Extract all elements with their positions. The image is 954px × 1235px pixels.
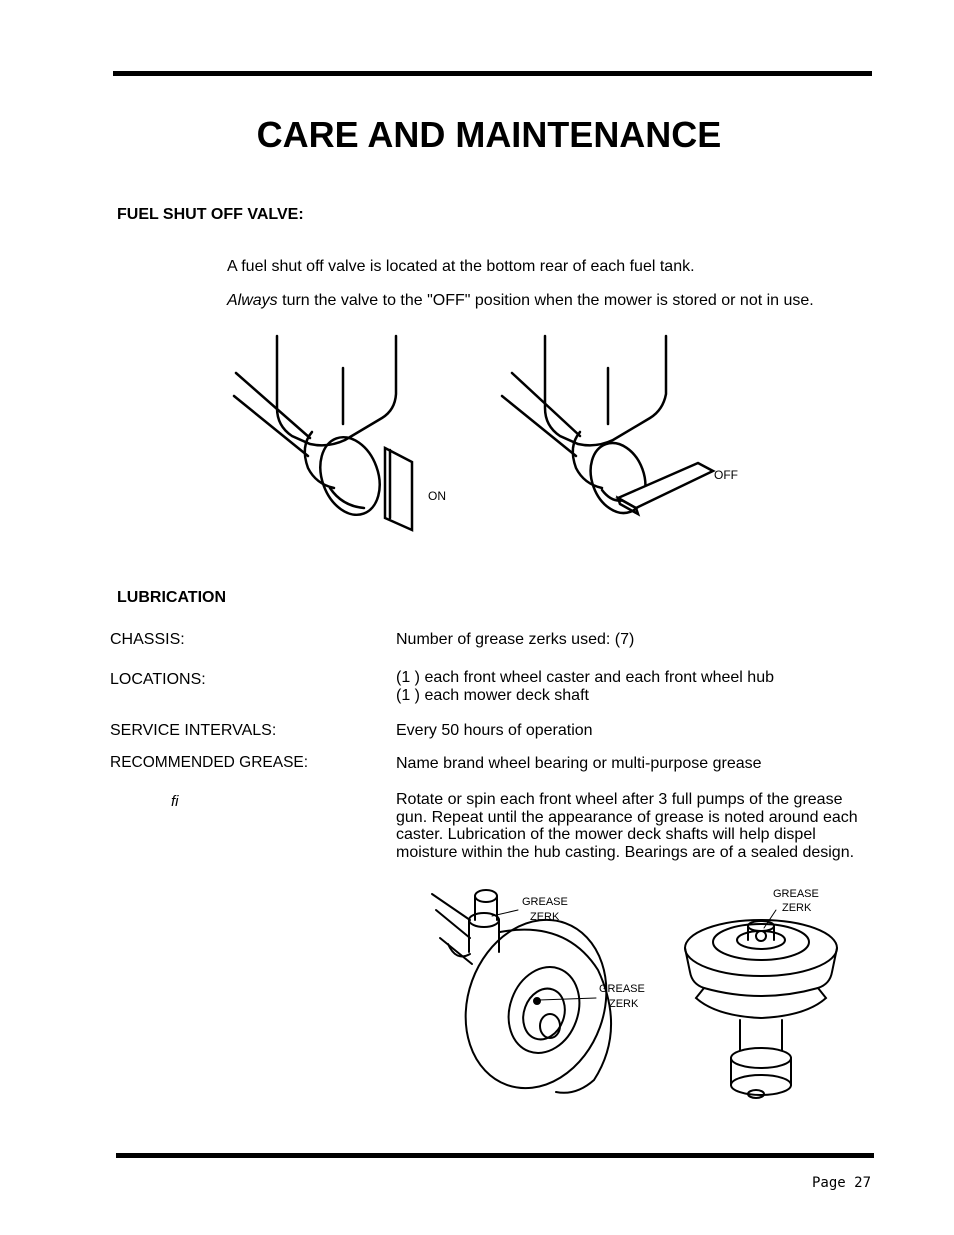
locations-label: LOCATIONS: — [110, 671, 206, 688]
locations-line: (1 ) each front wheel caster and each front wheel hub — [396, 669, 774, 686]
deck-zerk-label-2: ZERK — [782, 902, 812, 914]
fuel-valve-heading: FUEL SHUT OFF VALVE: — [117, 206, 304, 223]
caster-wheel-diagram — [426, 880, 666, 1100]
hub-zerk-label-1: GREASE — [599, 983, 645, 995]
note-line: moisture within the hub casting. Bearings are of a sealed design. — [396, 843, 855, 861]
deck-zerk-label-1: GREASE — [773, 888, 819, 900]
service-intervals-label: SERVICE INTERVALS: — [110, 722, 277, 739]
fuel-valve-line2-rest: turn the valve to the "OFF" position when the mower is stored or not in use. — [277, 292, 814, 309]
valve-on-label: ON — [428, 489, 446, 503]
chassis-label: CHASSIS: — [110, 631, 185, 648]
fuel-valve-on-diagram — [230, 328, 460, 543]
deck-shaft-diagram — [676, 880, 866, 1105]
page-title: CARE AND MAINTENANCE — [256, 114, 722, 155]
caster-zerk-label-1: GREASE — [522, 896, 568, 908]
locations-line: (1 ) each mower deck shaft — [396, 686, 589, 704]
bottom-rule — [116, 1153, 874, 1158]
caster-zerk-label-2: ZERK — [530, 911, 560, 923]
locations-value — [396, 669, 871, 704]
note-line: Rotate or spin each front wheel after 3 full pumps of the grease — [396, 791, 843, 808]
recommended-grease-label: RECOMMENDED GREASE: — [110, 754, 309, 771]
fuel-valve-off-diagram — [498, 328, 758, 543]
fuel-valve-line2-emphasis: Always — [227, 292, 278, 309]
chassis-value: Number of grease zerks used: (7) — [396, 631, 635, 648]
fuel-valve-line1: A fuel shut off valve is located at the bottom rear of each fuel tank. — [227, 258, 695, 275]
valve-off-label: OFF — [714, 468, 738, 482]
service-intervals-value: Every 50 hours of operation — [396, 722, 593, 739]
note-line: caster. Lubrication of the mower deck shafts will help dispel — [396, 826, 816, 843]
lubrication-note — [396, 791, 871, 861]
recommended-grease-value: Name brand wheel bearing or multi-purpose grease — [396, 755, 762, 772]
fuel-valve-line2 — [227, 292, 814, 310]
lubrication-heading: LUBRICATION — [117, 589, 227, 606]
note-marker: fi — [171, 793, 179, 810]
hub-zerk-label-2: ZERK — [609, 998, 639, 1010]
note-line: gun. Repeat until the appearance of grease is noted around each — [396, 808, 858, 826]
top-rule — [113, 71, 872, 76]
page-number: Page 27 — [812, 1175, 872, 1191]
